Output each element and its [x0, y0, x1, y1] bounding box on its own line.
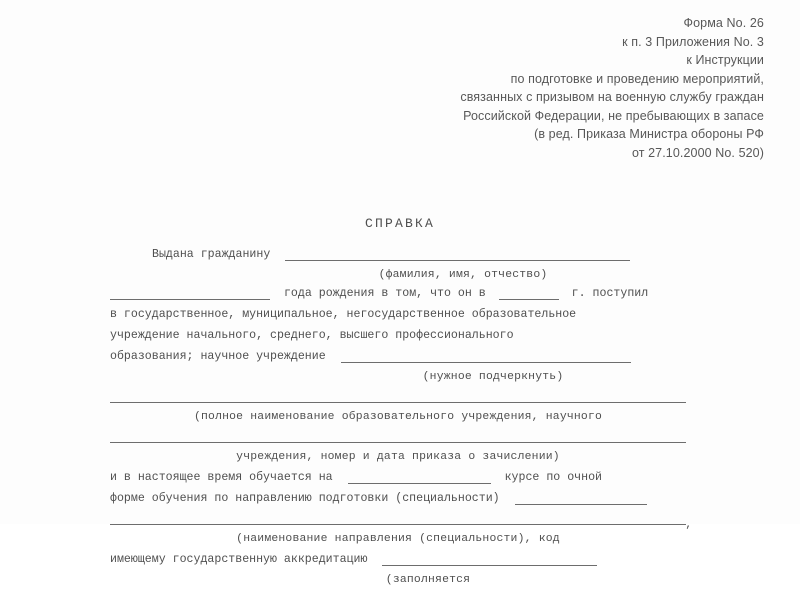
caption-underline-row — [110, 371, 686, 391]
header-line-2: к п. 3 Приложения No. 3 — [622, 34, 764, 49]
caption-fio-row — [110, 269, 686, 287]
form-line — [110, 492, 686, 513]
birth-year-field[interactable] — [110, 287, 270, 300]
study-line-tail: курсе по очной — [504, 471, 602, 484]
study-line-lead: и в настоящее время обучается на — [110, 471, 333, 484]
trailing-comma: , — [685, 519, 692, 531]
form-line-lead: форме обучения по направлению подготовки (специальности) — [110, 492, 500, 505]
caption-filled-by: (заполняется — [385, 574, 471, 586]
accreditation-field[interactable] — [382, 553, 597, 566]
blank-rule-1[interactable] — [110, 391, 686, 403]
birth-year-line — [110, 287, 686, 308]
header-line-6: Российской Федерации, не пребывающих в запасе — [463, 108, 764, 123]
header-line-1: Форма No. 26 — [683, 16, 764, 30]
blank-rule-2-row — [110, 431, 686, 451]
caption-filled-by-row — [110, 574, 686, 594]
institution-text-3: образования; научное учреждение — [110, 350, 326, 363]
accreditation-lead: имеющему государственную аккредитацию — [110, 553, 368, 566]
issued-to-label: Выдана гражданину — [152, 248, 271, 261]
institution-line-2 — [110, 329, 686, 350]
study-line — [110, 471, 686, 492]
scientific-institution-field[interactable] — [341, 350, 631, 363]
caption-underline-needed: (нужное подчеркнуть) — [422, 371, 564, 383]
blank-rule-2[interactable] — [110, 431, 686, 443]
birth-year-text: года рождения в том, что он в — [283, 287, 486, 300]
caption-direction-row — [110, 533, 686, 553]
header-line-3: к Инструкции — [686, 53, 764, 67]
speciality-field[interactable] — [515, 492, 647, 505]
header-line-7: (в ред. Приказа Министра обороны РФ — [534, 127, 764, 141]
header-line-4: по подготовке и проведению мероприятий, — [510, 71, 764, 86]
blank-rule-3-row — [110, 513, 692, 533]
caption-full-name-inst: (полное наименование образовательного учреждения, научного — [193, 411, 603, 423]
page-title: СПРАВКА — [364, 216, 435, 231]
birth-year-tail: г. поступил — [571, 287, 649, 300]
issued-to-field[interactable] — [285, 248, 630, 261]
caption-inst-order: учреждения, номер и дата приказа о зачислении) — [236, 451, 560, 463]
blank-rule-3[interactable] — [110, 513, 686, 525]
accreditation-line — [110, 553, 686, 574]
caption-inst-order-row — [110, 451, 686, 471]
header-line-5: связанных с призывом на военную службу граждан — [460, 90, 764, 104]
institution-line-3 — [110, 350, 686, 371]
form-body — [110, 248, 692, 594]
course-number-field[interactable] — [348, 471, 491, 484]
caption-fio: (фамилия, имя, отчество) — [378, 269, 548, 281]
caption-inst-name-row — [110, 411, 686, 431]
blank-rule-1-row — [110, 391, 686, 411]
issued-to-line — [110, 248, 686, 269]
institution-text-2: учреждение начального, среднего, высшего профессионального — [110, 329, 514, 342]
institution-line-1 — [110, 308, 686, 329]
caption-direction-code: (наименование направления (специальности), код — [236, 533, 560, 545]
document-header — [244, 14, 764, 162]
admission-date-field[interactable] — [499, 287, 559, 300]
header-line-8: от 27.10.2000 No. 520) — [631, 145, 764, 160]
institution-text-1: в государственное, муниципальное, негосударственное образовательное — [110, 308, 577, 321]
